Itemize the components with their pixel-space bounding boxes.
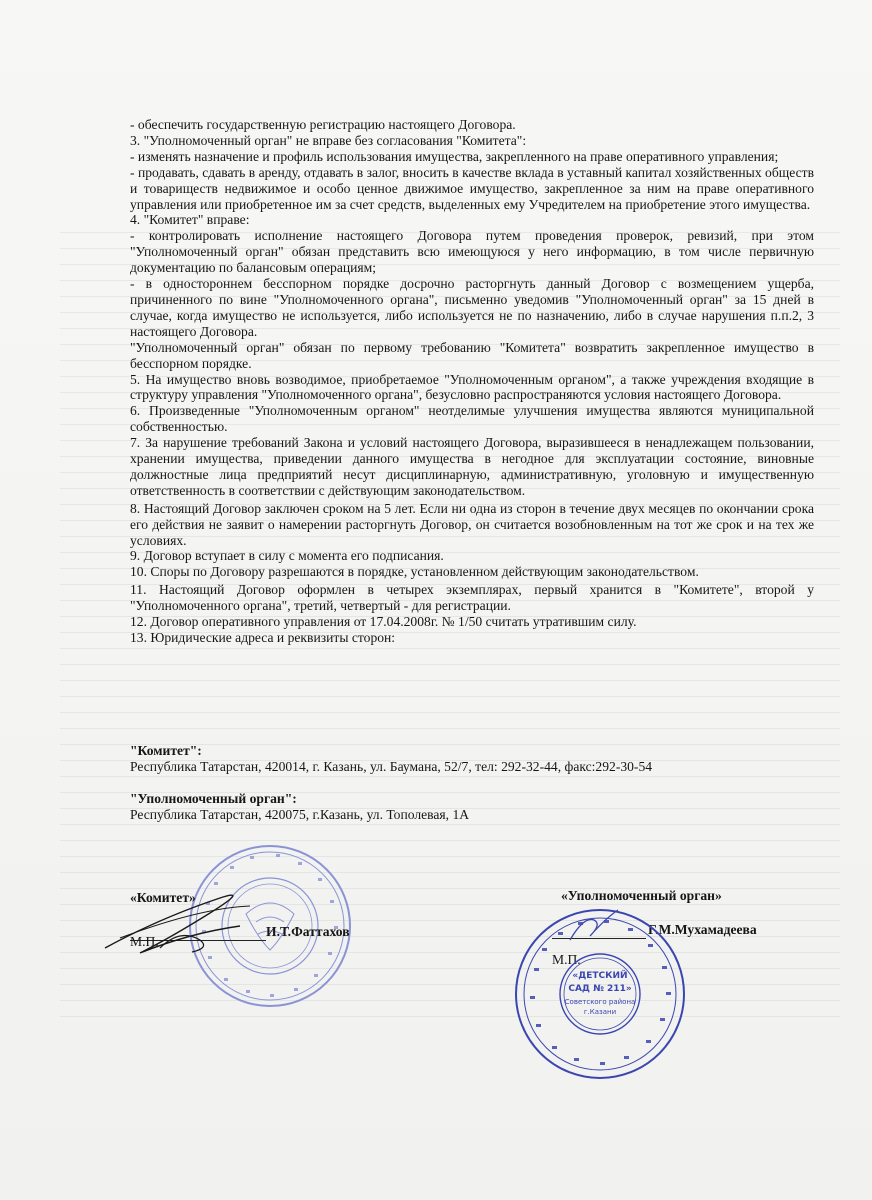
seal-line-2: САД № 211» — [568, 984, 632, 994]
authority-signature-title: «Уполномоченный орган» — [561, 888, 722, 903]
paragraph: - контролировать исполнение настоящего Договора путем проведения проверок, ревизий, при этом "Уполномоченный орган" обязан представить всю имеющуюся у него информацию, в том числе первичную документацию по балансовым операциям; — [130, 228, 814, 276]
paragraph: 3. "Уполномоченный орган" не вправе без согласования "Комитета": — [130, 132, 527, 148]
authority-signatory-name: Г.М.Мухамадеева — [648, 922, 757, 937]
paragraph: - в одностороннем бесспорном порядке досрочно расторгнуть данный Договор с возмещением ущерба, причиненного по вине "Уполномоченного органа", письменно уведомив "Уполномоченный орган" за 15 дней в случае, когда имущество не используется, либо используется не по назначению, либо в случае нарушения п.п.2, 3 настоящего Договора. — [130, 276, 814, 339]
authority-name: "Уполномоченный орган": — [130, 791, 297, 806]
contract-body — [130, 117, 814, 646]
paragraph: 12. Договор оперативного управления от 17.04.2008г. № 1/50 считать утратившим силу. — [130, 614, 637, 630]
paragraph: "Уполномоченный орган" обязан по первому требованию "Комитета" возвратить закрепленное имущество в бесспорном порядке. — [130, 339, 814, 371]
authority-seal — [512, 906, 688, 1082]
paragraph: 5. На имущество вновь возводимое, приобретаемое "Уполномоченным органом", а также учреждения входящие в структуру управления "Уполномоченного органа", безусловно распространяются условия настоящего Договора. — [130, 371, 814, 403]
authority-address: Республика Татарстан, 420075, г.Казань, ул. Тополевая, 1А — [130, 807, 470, 822]
paragraph: - обеспечить государственную регистрацию настоящего Договора. — [130, 117, 516, 132]
paragraph: 6. Произведенные "Уполномоченным органом" неотделимые улучшения имущества являются муниципальной собственностью. — [130, 403, 814, 435]
committee-handwritten-signature — [100, 878, 280, 958]
seal-line-3: Советского района — [564, 998, 636, 1006]
paragraph: 10. Споры по Договору разрешаются в порядке, установленном действующим законодательством. — [130, 564, 699, 580]
authority-seal-place: М.П. — [552, 952, 581, 967]
seal-line-4: г.Казани — [583, 1008, 617, 1016]
paragraph: 8. Настоящий Договор заключен сроком на 5 лет. Если ни одна из сторон в течение двух месяцев по окончании срока его действия не заявит о намерении расторгнуть Договор, он считается возобновленным на тот же срок и на тех же условиях. — [130, 500, 814, 548]
paragraph: 4. "Комитет" вправе: — [130, 212, 250, 228]
paragraph: 11. Настоящий Договор оформлен в четырех экземплярах, первый хранится в "Комитете", второй у "Уполномоченного органа", третий, четвертый - для регистрации. — [130, 582, 814, 614]
paragraph: - продавать, сдавать в аренду, отдавать в залог, вносить в качестве вклада в уставный капитал хозяйственных обществ и товариществ недвижимое и особо ценное движимое имущество, закрепленное за ним на праве оперативного управления или приобретенное им за счет средств, выделенных ему Учредителем на приобретение этого имущества. — [130, 164, 814, 212]
paragraph: 13. Юридические адреса и реквизиты сторон: — [130, 630, 396, 645]
paragraph: - изменять назначение и профиль использования имущества, закрепленного на праве оперативного управления; — [130, 148, 779, 164]
paragraph: 7. За нарушение требований Закона и условий настоящего Договора, выразившееся в ненадлежащем пользовании, хранении имущества, приведении данного имущества в негодное для эксплуатации состояние, виновные должностные лица предприятий несут дисциплинарную, административную, уголовную и имущественную ответственность в соответствии с действующим законодательством. — [130, 435, 814, 498]
paragraph: 9. Договор вступает в силу с момента его подписания. — [130, 548, 444, 564]
committee-name: "Комитет": — [130, 743, 202, 758]
seal-line-1: «ДЕТСКИЙ — [572, 971, 628, 981]
committee-address: Республика Татарстан, 420014, г. Казань, ул. Баумана, 52/7, тел: 292-32-44, факс:292-30-54 — [130, 759, 653, 774]
committee-signature-title: «Комитет» — [130, 890, 196, 905]
committee-signatory-name: И.Т.Фаттахов — [266, 924, 350, 939]
committee-seal-place: М.П. — [130, 934, 159, 949]
party-details — [130, 743, 830, 823]
